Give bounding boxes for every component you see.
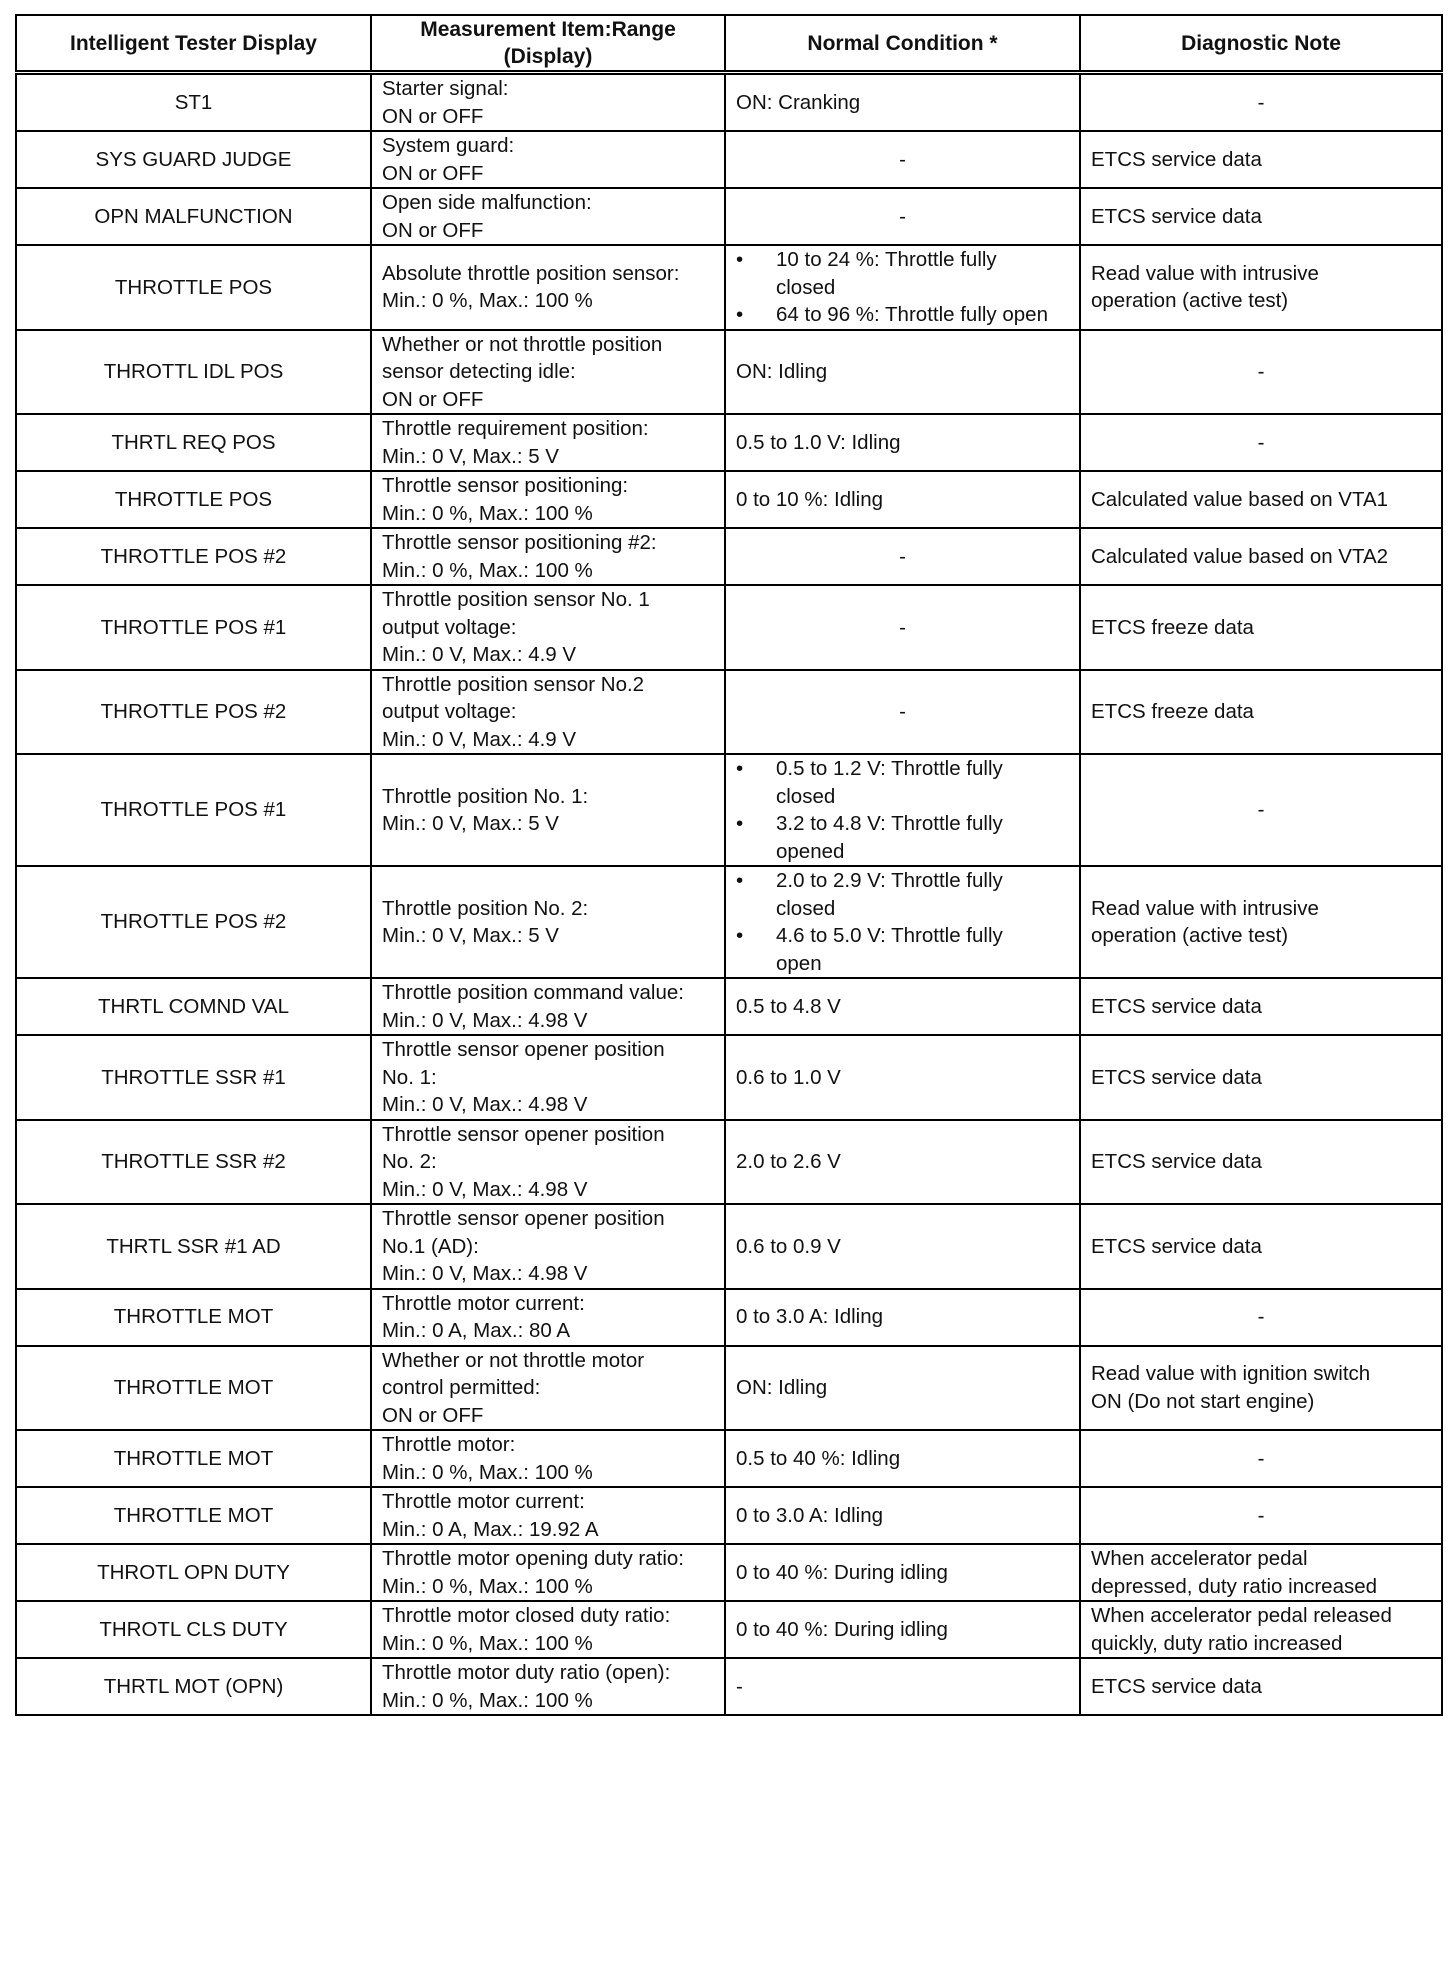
range-line: No.1 (AD):: [382, 1234, 479, 1258]
range-line: ON or OFF: [382, 104, 484, 128]
cell-diagnostic-note: [1080, 1204, 1442, 1289]
diagnostic-note-line: -: [1257, 1446, 1265, 1470]
range-line: Throttle motor current:: [382, 1490, 585, 1513]
table-row: [16, 528, 1442, 585]
normal-condition-line: 0 to 3.0 A: Idling: [736, 1305, 884, 1329]
normal-condition-line: 0 to 3.0 A: Idling: [736, 1503, 884, 1527]
cell-measurement-range: [371, 1487, 725, 1544]
range-line: Throttle position command value:: [382, 981, 684, 1004]
cell-tester-display: THROTTL IDL POS: [16, 330, 371, 415]
cell-tester-display: THROTTLE SSR #1: [16, 1035, 371, 1120]
diagnostic-note-line: -: [1257, 1305, 1265, 1329]
normal-condition-item: [736, 867, 1069, 922]
cell-normal-condition: [725, 330, 1080, 415]
normal-condition-line: • 2.0 to 2.9 V: Throttle fully: [776, 869, 1003, 892]
range-line: ON or OFF: [382, 218, 484, 242]
cell-measurement-range: [371, 245, 725, 330]
range-line: Min.: 0 %, Max.: 100 %: [382, 1574, 593, 1598]
diagnostic-note-line: ETCS service data: [1091, 147, 1262, 171]
cell-diagnostic-note: [1080, 1487, 1442, 1544]
table-row: [16, 1035, 1442, 1120]
range-line: Whether or not throttle motor: [382, 1348, 645, 1372]
cell-tester-display: THRTL MOT (OPN): [16, 1658, 371, 1715]
normal-condition-item: [736, 810, 1069, 865]
range-line: Min.: 0 V, Max.: 4.98 V: [382, 1177, 588, 1201]
cell-tester-display: THRTL REQ POS: [16, 414, 371, 471]
cell-measurement-range: [371, 131, 725, 188]
cell-measurement-range: [371, 1601, 725, 1658]
range-line: Min.: 0 V, Max.: 4.98 V: [382, 1262, 588, 1285]
range-line: Min.: 0 %, Max.: 100 %: [382, 558, 593, 582]
normal-condition-item: [736, 246, 1069, 301]
cell-measurement-range: [371, 1120, 725, 1205]
range-line: Min.: 0 %, Max.: 100 %: [382, 1631, 593, 1655]
cell-diagnostic-note: [1080, 1289, 1442, 1346]
range-line: Min.: 0 A, Max.: 19.92 A: [382, 1517, 599, 1541]
diagnostic-note-line: operation (active test): [1091, 924, 1289, 947]
cell-diagnostic-note: [1080, 188, 1442, 245]
range-line: Throttle sensor opener position: [382, 1038, 665, 1061]
diagnostic-note-line: Read value with intrusive: [1091, 261, 1319, 285]
cell-normal-condition: [725, 1120, 1080, 1205]
diagnostic-note-line: Calculated value based on VTA1: [1091, 487, 1389, 511]
normal-condition-line: • 64 to 96 %: Throttle fully open: [776, 303, 1048, 326]
cell-tester-display: THROTTLE MOT: [16, 1346, 371, 1431]
table-row: [16, 1544, 1442, 1601]
diagnostic-note-line: operation (active test): [1091, 289, 1289, 313]
cell-normal-condition: [725, 1658, 1080, 1715]
cell-normal-condition: [725, 1430, 1080, 1487]
normal-condition-line: closed: [776, 896, 836, 920]
header-diagnostic-note: Diagnostic Note: [1080, 15, 1442, 73]
normal-condition-line: 2.0 to 2.6 V: [736, 1150, 841, 1173]
diagnostic-note-line: depressed, duty ratio increased: [1091, 1574, 1378, 1598]
cell-tester-display: OPN MALFUNCTION: [16, 188, 371, 245]
table-row: [16, 1289, 1442, 1346]
table-row: [16, 471, 1442, 528]
table-row: [16, 330, 1442, 415]
cell-diagnostic-note: [1080, 1430, 1442, 1487]
normal-condition-line: -: [899, 147, 906, 171]
cell-normal-condition: [725, 131, 1080, 188]
normal-condition-line: 0.5 to 40 %: Idling: [736, 1446, 901, 1470]
normal-condition-list: [736, 755, 1069, 865]
cell-diagnostic-note: [1080, 1120, 1442, 1205]
cell-normal-condition: [725, 471, 1080, 528]
cell-tester-display: ST1: [16, 73, 371, 132]
range-line: Throttle position sensor No. 1: [382, 588, 650, 611]
normal-condition-line: -: [736, 1674, 743, 1698]
normal-condition-line: closed: [776, 784, 836, 808]
diagnostic-note-line: ETCS service data: [1091, 1150, 1262, 1173]
normal-condition-line: 0.6 to 1.0 V: [736, 1065, 841, 1089]
header-tester-display: Intelligent Tester Display: [16, 15, 371, 73]
normal-condition-list: [736, 246, 1069, 329]
normal-condition-line: opened: [776, 839, 845, 863]
range-line: No. 1:: [382, 1065, 437, 1089]
range-line: Throttle position sensor No.2: [382, 672, 645, 696]
cell-normal-condition: [725, 670, 1080, 755]
cell-diagnostic-note: [1080, 1544, 1442, 1601]
range-line: Throttle sensor opener position: [382, 1207, 665, 1230]
cell-normal-condition: [725, 1346, 1080, 1431]
cell-diagnostic-note: [1080, 866, 1442, 978]
diagnostic-note-line: -: [1257, 90, 1265, 114]
cell-measurement-range: [371, 1658, 725, 1715]
range-line: Min.: 0 %, Max.: 100 %: [382, 501, 593, 525]
cell-measurement-range: [371, 978, 725, 1035]
cell-measurement-range: [371, 330, 725, 415]
header-line: Measurement Item:Range: [420, 18, 676, 41]
cell-measurement-range: [371, 1430, 725, 1487]
diagnostic-note-line: -: [1257, 360, 1265, 383]
cell-diagnostic-note: [1080, 670, 1442, 755]
range-line: output voltage:: [382, 615, 517, 639]
data-list-table: [15, 14, 1443, 1716]
cell-normal-condition: [725, 1601, 1080, 1658]
diagnostic-note-line: ON (Do not start engine): [1091, 1389, 1315, 1413]
cell-tester-display: THRTL COMND VAL: [16, 978, 371, 1035]
range-line: Min.: 0 %, Max.: 100 %: [382, 1460, 593, 1484]
normal-condition-line: closed: [776, 275, 836, 299]
normal-condition-line: ON: Cranking: [736, 90, 861, 114]
cell-tester-display: THROTTLE POS #2: [16, 670, 371, 755]
cell-diagnostic-note: [1080, 1035, 1442, 1120]
range-line: Throttle motor:: [382, 1433, 516, 1456]
cell-tester-display: THROTTLE POS #2: [16, 866, 371, 978]
diagnostic-note-line: ETCS freeze data: [1091, 615, 1254, 639]
range-line: Throttle requirement position:: [382, 417, 649, 440]
cell-measurement-range: [371, 1346, 725, 1431]
range-line: No. 2:: [382, 1150, 437, 1173]
range-line: Throttle motor opening duty ratio:: [382, 1547, 684, 1570]
cell-diagnostic-note: [1080, 131, 1442, 188]
range-line: Absolute throttle position sensor:: [382, 261, 680, 285]
normal-condition-line: ON: Idling: [736, 360, 828, 383]
cell-tester-display: THROTTLE POS #1: [16, 585, 371, 670]
normal-condition-item: [736, 922, 1069, 977]
cell-measurement-range: [371, 670, 725, 755]
range-line: System guard:: [382, 134, 515, 157]
diagnostic-note-line: -: [1257, 1503, 1265, 1527]
cell-diagnostic-note: [1080, 1658, 1442, 1715]
range-line: Throttle motor closed duty ratio:: [382, 1604, 671, 1627]
range-line: Open side malfunction:: [382, 191, 592, 214]
range-line: Throttle motor duty ratio (open):: [382, 1661, 671, 1684]
range-line: Min.: 0 V, Max.: 4.9 V: [382, 727, 577, 751]
table-row: [16, 585, 1442, 670]
cell-tester-display: THROTTLE POS #2: [16, 528, 371, 585]
normal-condition-line: -: [899, 204, 906, 228]
cell-normal-condition: [725, 528, 1080, 585]
normal-condition-list: [736, 867, 1069, 977]
cell-tester-display: THROTTLE POS #1: [16, 754, 371, 866]
cell-tester-display: THROTTLE POS: [16, 245, 371, 330]
table-row: [16, 1120, 1442, 1205]
table-row: [16, 1204, 1442, 1289]
normal-condition-line: 0.5 to 4.8 V: [736, 994, 841, 1018]
normal-condition-line: • 4.6 to 5.0 V: Throttle fully: [776, 924, 1003, 947]
normal-condition-item: [736, 301, 1069, 329]
normal-condition-item: [736, 755, 1069, 810]
range-line: Throttle sensor positioning #2:: [382, 531, 657, 554]
cell-tester-display: THROTTLE MOT: [16, 1487, 371, 1544]
diagnostic-note-line: -: [1257, 430, 1265, 454]
table-row: [16, 866, 1442, 978]
normal-condition-line: 0.5 to 1.0 V: Idling: [736, 430, 901, 454]
cell-diagnostic-note: [1080, 73, 1442, 132]
diagnostic-note-line: quickly, duty ratio increased: [1091, 1631, 1343, 1655]
range-line: Throttle motor current:: [382, 1291, 585, 1315]
range-line: Starter signal:: [382, 77, 509, 100]
cell-diagnostic-note: [1080, 754, 1442, 866]
range-line: sensor detecting idle:: [382, 360, 576, 383]
normal-condition-line: -: [899, 700, 906, 723]
range-line: output voltage:: [382, 700, 517, 723]
cell-normal-condition: [725, 188, 1080, 245]
cell-diagnostic-note: [1080, 528, 1442, 585]
table-body: [16, 73, 1442, 1716]
range-line: ON or OFF: [382, 161, 484, 185]
cell-normal-condition: [725, 1487, 1080, 1544]
cell-normal-condition: [725, 585, 1080, 670]
diagnostic-note-line: ETCS freeze data: [1091, 700, 1254, 723]
cell-normal-condition: [725, 866, 1080, 978]
diagnostic-note-line: Read value with ignition switch: [1091, 1362, 1371, 1386]
normal-condition-line: 0.6 to 0.9 V: [736, 1234, 841, 1258]
table-row: [16, 131, 1442, 188]
cell-measurement-range: [371, 414, 725, 471]
header-normal-condition: Normal Condition *: [725, 15, 1080, 73]
table-row: [16, 978, 1442, 1035]
range-line: Min.: 0 V, Max.: 4.98 V: [382, 1008, 588, 1032]
range-line: Min.: 0 V, Max.: 4.9 V: [382, 643, 577, 666]
diagnostic-note-line: When accelerator pedal: [1091, 1547, 1308, 1570]
cell-normal-condition: [725, 245, 1080, 330]
diagnostic-note-line: ETCS service data: [1091, 994, 1262, 1018]
range-line: Min.: 0 V, Max.: 5 V: [382, 812, 559, 835]
range-line: Whether or not throttle position: [382, 332, 663, 356]
normal-condition-line: -: [899, 544, 906, 568]
table-row: [16, 414, 1442, 471]
table-row: [16, 188, 1442, 245]
cell-normal-condition: [725, 1204, 1080, 1289]
normal-condition-line: • 3.2 to 4.8 V: Throttle fully: [776, 812, 1003, 835]
header-line: (Display): [503, 45, 593, 68]
cell-normal-condition: [725, 1544, 1080, 1601]
normal-condition-line: open: [776, 951, 822, 975]
normal-condition-line: 0 to 10 %: Idling: [736, 487, 884, 511]
range-line: Min.: 0 V, Max.: 4.98 V: [382, 1093, 588, 1116]
range-line: Throttle position No. 1:: [382, 784, 589, 808]
table-row: [16, 245, 1442, 330]
normal-condition-line: • 10 to 24 %: Throttle fully: [776, 248, 997, 271]
cell-measurement-range: [371, 1035, 725, 1120]
range-line: Throttle sensor opener position: [382, 1122, 665, 1146]
range-line: Throttle sensor positioning:: [382, 474, 629, 497]
cell-tester-display: THRTL SSR #1 AD: [16, 1204, 371, 1289]
cell-normal-condition: [725, 978, 1080, 1035]
cell-normal-condition: [725, 73, 1080, 132]
cell-measurement-range: [371, 188, 725, 245]
table-row: [16, 754, 1442, 866]
diagnostic-note-line: Read value with intrusive: [1091, 896, 1319, 920]
cell-diagnostic-note: [1080, 471, 1442, 528]
cell-diagnostic-note: [1080, 1346, 1442, 1431]
cell-tester-display: THROTL CLS DUTY: [16, 1601, 371, 1658]
cell-normal-condition: [725, 754, 1080, 866]
normal-condition-line: ON: Idling: [736, 1376, 828, 1399]
cell-normal-condition: [725, 1035, 1080, 1120]
range-line: Min.: 0 V, Max.: 5 V: [382, 444, 559, 468]
cell-measurement-range: [371, 754, 725, 866]
table-row: [16, 1346, 1442, 1431]
cell-measurement-range: [371, 1544, 725, 1601]
range-line: Min.: 0 V, Max.: 5 V: [382, 924, 559, 947]
cell-measurement-range: [371, 866, 725, 978]
cell-tester-display: THROTL OPN DUTY: [16, 1544, 371, 1601]
table-row: [16, 1658, 1442, 1715]
range-line: Min.: 0 A, Max.: 80 A: [382, 1319, 571, 1342]
normal-condition-line: -: [899, 615, 906, 639]
diagnostic-note-line: -: [1257, 798, 1265, 822]
cell-diagnostic-note: [1080, 978, 1442, 1035]
cell-measurement-range: [371, 1204, 725, 1289]
cell-measurement-range: [371, 471, 725, 528]
table-row: [16, 1430, 1442, 1487]
cell-tester-display: SYS GUARD JUDGE: [16, 131, 371, 188]
table-row: [16, 73, 1442, 132]
cell-measurement-range: [371, 1289, 725, 1346]
cell-diagnostic-note: [1080, 330, 1442, 415]
cell-normal-condition: [725, 1289, 1080, 1346]
cell-measurement-range: [371, 73, 725, 132]
normal-condition-line: 0 to 40 %: During idling: [736, 1560, 948, 1584]
diagnostic-note-line: ETCS service data: [1091, 204, 1262, 228]
cell-normal-condition: [725, 414, 1080, 471]
range-line: ON or OFF: [382, 387, 484, 411]
cell-diagnostic-note: [1080, 245, 1442, 330]
cell-diagnostic-note: [1080, 585, 1442, 670]
table-row: [16, 1487, 1442, 1544]
range-line: Min.: 0 %, Max.: 100 %: [382, 1688, 593, 1712]
table-row: [16, 1601, 1442, 1658]
cell-measurement-range: [371, 528, 725, 585]
range-line: Throttle position No. 2:: [382, 896, 589, 920]
range-line: Min.: 0 %, Max.: 100 %: [382, 289, 593, 313]
header-measurement-range: [371, 15, 725, 73]
table-row: [16, 670, 1442, 755]
cell-tester-display: THROTTLE MOT: [16, 1289, 371, 1346]
cell-tester-display: THROTTLE MOT: [16, 1430, 371, 1487]
range-line: control permitted:: [382, 1376, 541, 1399]
cell-diagnostic-note: [1080, 414, 1442, 471]
table-header-row: [16, 15, 1442, 73]
cell-measurement-range: [371, 585, 725, 670]
normal-condition-line: • 0.5 to 1.2 V: Throttle fully: [776, 757, 1003, 780]
range-line: ON or OFF: [382, 1403, 484, 1427]
diagnostic-note-line: ETCS service data: [1091, 1065, 1262, 1089]
diagnostic-note-line: Calculated value based on VTA2: [1091, 544, 1389, 568]
diagnostic-note-line: When accelerator pedal released: [1091, 1604, 1392, 1627]
cell-tester-display: THROTTLE POS: [16, 471, 371, 528]
normal-condition-line: 0 to 40 %: During idling: [736, 1617, 948, 1641]
cell-diagnostic-note: [1080, 1601, 1442, 1658]
cell-tester-display: THROTTLE SSR #2: [16, 1120, 371, 1205]
diagnostic-note-line: ETCS service data: [1091, 1674, 1262, 1698]
diagnostic-note-line: ETCS service data: [1091, 1234, 1262, 1258]
